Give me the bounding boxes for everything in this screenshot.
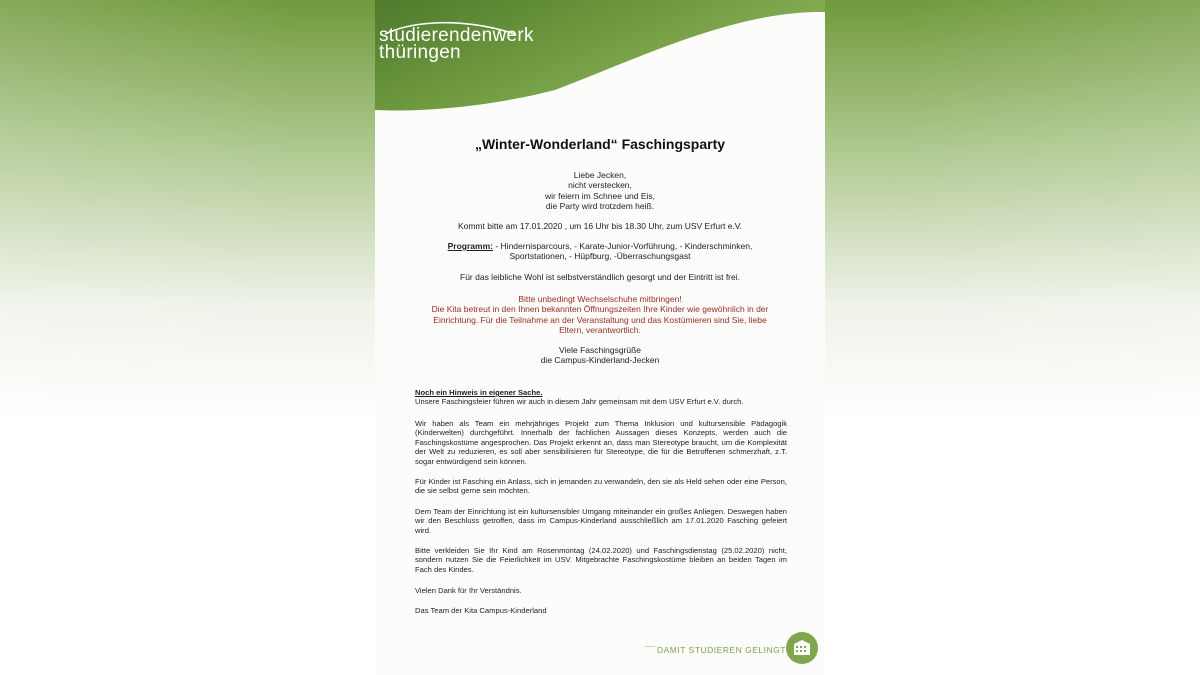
- poem-line: nicht verstecken,: [568, 180, 632, 191]
- program-line2: Sportstationen, - Hüpfburg, -Überraschungsgast: [509, 251, 691, 262]
- red-notice-line: Bitte unbedingt Wechselschuhe mitbringen!: [518, 294, 682, 304]
- poem-line: wir feiern im Schnee und Eis,: [544, 190, 656, 201]
- paragraph-children: Für Kinder ist Fasching ein Anlass, sich in jemanden zu verwandeln, den sie als Held sehen oder eine Person, die sie selbst gerne sein möchten.: [415, 477, 787, 496]
- studierendenwerk-logo: [379, 27, 534, 61]
- red-notice-line: Die Kita betreut in den Ihnen bekannten Öffnungszeiten Ihre Kinder wie gewöhnlich in der: [431, 304, 769, 315]
- program-label: Programm:: [447, 241, 493, 251]
- paragraph-costumes: Bitte verkleiden Sie Ihr Kind am Rosenmontag (24.02.2020) und Faschingsdienstag (25.02.2020) nicht, sondern nutzen Sie die Feierlichkeit im USV. Mitgebrachte Faschingskostüme bleiben an beiden Tagen im Fach des Kindes.: [415, 546, 787, 574]
- greeting-line: Viele Faschingsgrüße: [558, 345, 642, 355]
- building-icon: [793, 640, 811, 656]
- red-notice: [395, 294, 805, 336]
- red-notice-line: Einrichtung. Für die Teilnahme an der Veranstaltung und das Kostümieren sind Sie, liebe: [433, 314, 767, 325]
- logo-line2: thüringen: [379, 42, 461, 63]
- greeting-line: die Campus-Kinderland-Jecken: [540, 355, 660, 366]
- footer: [641, 631, 825, 675]
- event-details: Kommt bitte am 17.01.2020 , um 16 Uhr bis 18.30 Uhr, zum USV Erfurt e.V.: [457, 221, 743, 231]
- info-line: Für das leibliche Wohl ist selbstverständlich gesorgt und der Eintritt ist frei.: [460, 272, 740, 282]
- notice-line: Unsere Faschingsfeier führen wir auch in diesem Jahr gemeinsam mit dem USV Erfurt e.V. durch.: [415, 397, 744, 406]
- greeting: [395, 345, 805, 366]
- poem-line: die Party wird trotzdem heiß.: [545, 201, 655, 212]
- document-page: [375, 0, 825, 675]
- document-title: „Winter-Wonderland“ Faschingsparty: [474, 136, 726, 152]
- notice-heading: Noch ein Hinweis in eigener Sache.: [415, 388, 543, 397]
- background-left: [0, 0, 375, 675]
- thanks-line: Vielen Dank für Ihr Verständnis.: [415, 586, 522, 595]
- red-notice-line: Eltern, verantwortlich.: [559, 325, 641, 336]
- program: [395, 241, 805, 262]
- poem: [395, 170, 805, 212]
- footer-slogan: DAMIT STUDIEREN GELINGT: [657, 645, 786, 655]
- program-line1: - Hindernisparcours, - Karate-Junior-Vorführung, - Kinderschminken,: [492, 241, 753, 251]
- signoff: Das Team der Kita Campus-Kinderland: [415, 606, 547, 615]
- footer-badge: [786, 632, 818, 664]
- poem-line: Liebe Jecken,: [573, 170, 627, 180]
- background-right: [825, 0, 1200, 675]
- paragraph-decision: Dem Team der Einrichtung ist ein kultursensibler Umgang miteinander ein großes Anliegen. Deswegen haben wir den Beschluss getroffen, dass im Campus-Kinderland ausschließlich am 17.01.2020 Fasching gefeiert wird.: [415, 507, 787, 535]
- paragraph-inclusion: Wir haben als Team ein mehrjähriges Projekt zum Thema Inklusion und kultursensible Pädagogik (Kinderwelten) durchgeführt. Innerhalb der fachlichen Aussagen dieses Konzepts, werden auch die Faschingskostüme angesprochen. Das Projekt erkennt an, dass man Stereotype braucht, um die Komplexität der Welt zu reduzieren, es soll aber sensibilisieren für Stereotype, die für die Betroffenen schmerzhaft, z.T. sogar entwürdigend sein können.: [415, 419, 787, 466]
- logo-line1: studierendenwerk: [379, 25, 534, 46]
